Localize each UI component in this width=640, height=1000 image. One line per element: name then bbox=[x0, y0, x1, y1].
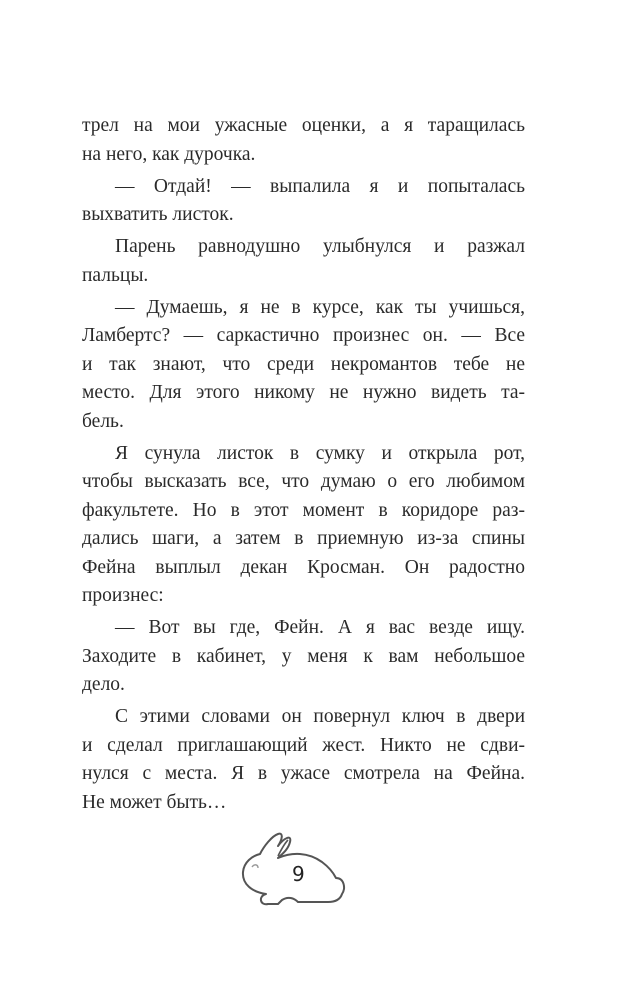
text-line: Заходите в кабинет, у меня к вам небольшое bbox=[82, 645, 525, 667]
text-line: произнес: bbox=[82, 585, 164, 606]
text-line: С этими словами он повернул ключ в двери bbox=[115, 706, 525, 727]
book-page-text bbox=[82, 112, 525, 821]
text-line: место. Для этого никому не нужно видеть та- bbox=[82, 382, 525, 403]
text-line: дело. bbox=[82, 674, 125, 695]
paragraph bbox=[82, 173, 525, 230]
text-line: Парень равнодушно улыбнулся и разжал bbox=[115, 236, 525, 257]
text-line: — Думаешь, я не в курсе, как ты учишься, bbox=[115, 296, 525, 318]
text-line: Не может быть… bbox=[82, 791, 227, 813]
text-line: и так знают, что среди некромантов тебе не bbox=[82, 353, 525, 375]
text-line: Ламбертс? — саркастично произнес он. — Все bbox=[82, 325, 525, 346]
text-line: и сделал приглашающий жест. Никто не сдви- bbox=[82, 734, 525, 756]
text-line: — Вот вы где, Фейн. А я вас везде ищу. bbox=[115, 617, 525, 638]
text-line: чтобы высказать все, что думаю о его любимом bbox=[82, 471, 525, 492]
page-number-folio bbox=[238, 832, 350, 914]
text-line: трел на мои ужасные оценки, а я таращилась bbox=[82, 115, 525, 136]
paragraph bbox=[82, 614, 525, 700]
text-line: — Отдай! — выпалила я и попыталась bbox=[115, 175, 525, 197]
paragraph bbox=[82, 440, 525, 611]
text-line: бель. bbox=[82, 410, 124, 432]
paragraph bbox=[82, 233, 525, 290]
text-line: нулся с места. Я в ужасе смотрела на Фейна. bbox=[82, 763, 525, 784]
text-line: Я сунула листок в сумку и открыла рот, bbox=[115, 442, 525, 464]
paragraph bbox=[82, 703, 525, 817]
paragraph bbox=[82, 294, 525, 437]
page-number: 9 bbox=[292, 862, 305, 886]
text-line: Фейна выплыл декан Кросман. Он радостно bbox=[82, 556, 525, 578]
text-line: факультете. Но в этот момент в коридоре раз- bbox=[82, 499, 525, 521]
text-line: дались шаги, а затем в приемную из-за спины bbox=[82, 528, 525, 549]
paragraph bbox=[82, 112, 525, 169]
text-line: выхватить листок. bbox=[82, 204, 234, 225]
text-line: на него, как дурочка. bbox=[82, 143, 256, 165]
text-line: пальцы. bbox=[82, 264, 149, 286]
